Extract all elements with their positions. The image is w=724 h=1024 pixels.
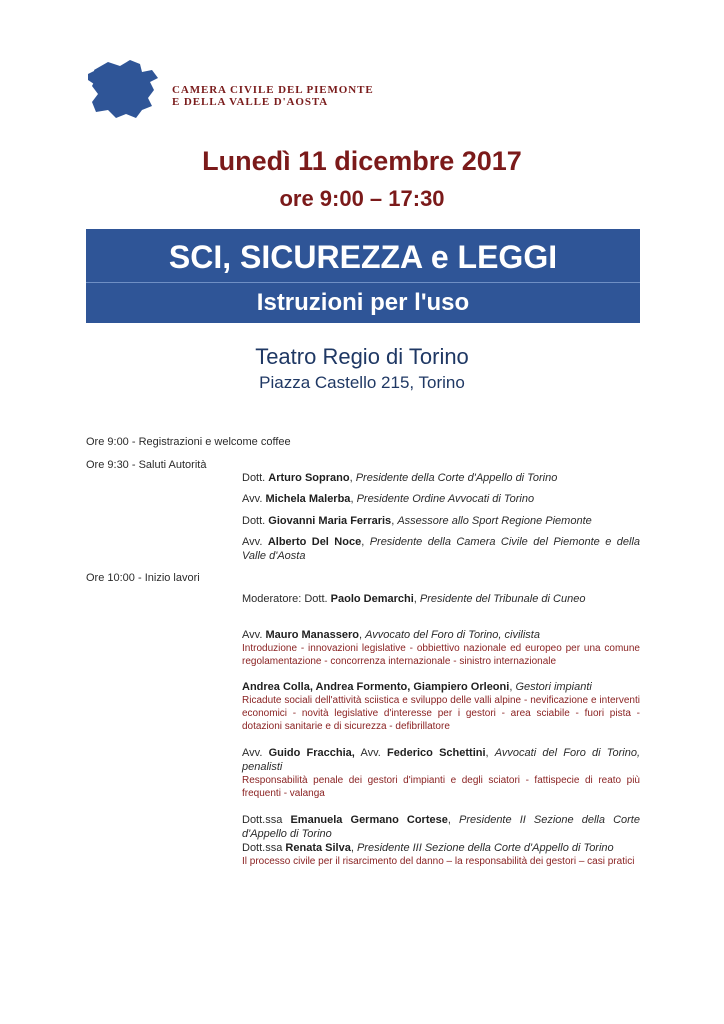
speaker-name: Federico Schettini (387, 747, 486, 759)
organization-logo (86, 56, 416, 122)
talk-entry: Avv. Mauro Manassero, Avvocato del Foro di Torino, civilista Introduzione - innovazioni legislative - obbiettivo nazionale ed europeo per una comune regolamentazione - concorrenza internazionale - sinistro internazionale (242, 629, 640, 667)
speaker-title: Dott.ssa (242, 814, 283, 826)
piemonte-map-icon (86, 56, 166, 122)
talk-topic: Il processo civile per il risarcimento del danno – la responsabilità dei gestori – casi pratici (242, 856, 635, 867)
speaker-role: Gestori impianti (515, 681, 592, 693)
talk-entry: Avv. Guido Fracchia, Avv. Federico Schettini, Avvocati del Foro di Torino, penalisti Responsabilità penale dei gestori d'impianti e degli sciatori - fattispecie di reato più frequenti - valanga (242, 747, 641, 799)
moderator-name: Paolo Demarchi (330, 593, 414, 605)
talk-entry: Dott.ssa Emanuela Germano Cortese, Presidente II Sezione della Corte d'Appello di Torino Dott.ssa Renata Silva, Presidente III Sezione della Corte d'Appello di Torino Il processo civile per il risarcimento del danno – la responsabilità dei gestori – casi pratici (242, 814, 640, 867)
speaker-name: Renata Silva (285, 842, 351, 854)
logo-line-2: E DELLA VALLE D'AOSTA (172, 96, 329, 108)
event-subtitle: Istruzioni per l'uso (256, 289, 470, 316)
moderator-prefix: Moderatore: Dott. (242, 593, 328, 605)
greeter-name: Michela Malerba (265, 493, 351, 505)
greeter-role: Assessore allo Sport Regione Piemonte (397, 515, 592, 527)
speaker-name: Emanuela Germano Cortese (290, 814, 448, 826)
banner-divider (86, 282, 640, 283)
event-time: ore 9:00 – 17:30 (279, 186, 445, 211)
speaker-title: Dott.ssa (242, 842, 283, 854)
slot-greetings: Ore 9:30 - Saluti Autorità (86, 459, 207, 471)
greeter-role: Presidente della Camera Civile del Piemonte e della Valle d'Aosta (242, 536, 640, 562)
greeter-entry: Avv. Alberto Del Noce, Presidente della Camera Civile del Piemonte e della Valle d'Aosta (242, 536, 640, 562)
logo-line-1: CAMERA CIVILE DEL PIEMONTE (172, 84, 374, 96)
speaker-title: Avv. (242, 747, 263, 759)
talk-topic: Ricadute sociali dell'attività sciistica e sviluppo delle valli alpine - nevificazione e interventi economici - novità legislative d'interesse per i gestori - area sciabile - fuori pista - dotazioni sanitarie e di sicurezza - defibrillatore (242, 695, 640, 732)
speaker-name: Guido Fracchia, (268, 747, 355, 759)
greeter-entry: Dott. Arturo Soprano, Presidente della Corte d'Appello di Torino (242, 472, 558, 484)
greeter-entry: Avv. Michela Malerba, Presidente Ordine Avvocati di Torino (242, 493, 535, 505)
greeter-name: Giovanni Maria Ferraris (268, 515, 392, 527)
greeter-entry: Dott. Giovanni Maria Ferraris, Assessore allo Sport Regione Piemonte (242, 515, 592, 527)
talk-entry: Andrea Colla, Andrea Formento, Giampiero Orleoni, Gestori impianti Ricadute sociali dell'attività sciistica e sviluppo delle valli alpine - nevificazione e interventi economici - novità legislative d'interesse per i gestori - area sciabile - fuori pista - dotazioni sanitarie e di sicurezza - defibrillatore (242, 681, 640, 732)
speaker-names: Andrea Colla, Andrea Formento, Giampiero Orleoni (242, 681, 510, 693)
speaker-role: Presidente III Sezione della Corte d'Appello di Torino (356, 842, 614, 854)
greeter-title: Dott. (242, 472, 266, 484)
title-banner (86, 229, 640, 323)
slot-registration: Ore 9:00 - Registrazioni e welcome coffee (86, 436, 291, 448)
speaker-name: Mauro Manassero (265, 629, 359, 641)
greeter-name: Alberto Del Noce (267, 536, 362, 548)
speaker-role: Avvocati del Foro di Torino, penalisti (242, 747, 641, 773)
speaker-title: Avv. (242, 629, 263, 641)
event-date: Lunedì 11 dicembre 2017 (202, 146, 522, 176)
talk-topic: Introduzione - innovazioni legislative - obbiettivo nazionale ed europeo per una comune regolamentazione - concorrenza internazionale - sinistro internazionale (242, 643, 640, 667)
greeter-title: Avv. (242, 493, 263, 505)
moderator-role: Presidente del Tribunale di Cuneo (419, 593, 586, 605)
talk-topic: Responsabilità penale dei gestori d'impianti e degli sciatori - fattispecie di reato più frequenti - valanga (242, 775, 640, 799)
speaker-title: Avv. (360, 747, 381, 759)
event-title: SCI, SICUREZZA e LEGGI (168, 239, 558, 275)
moderator-entry: Moderatore: Dott. Paolo Demarchi, Presidente del Tribunale di Cuneo (242, 593, 586, 605)
greeter-name: Arturo Soprano (268, 472, 350, 484)
greeter-role: Presidente Ordine Avvocati di Torino (356, 493, 535, 505)
greeter-title: Dott. (242, 515, 266, 527)
venue-address: Piazza Castello 215, Torino (259, 373, 465, 392)
speaker-role: Presidente II Sezione della Corte d'Appello di Torino (242, 814, 640, 840)
venue-name: Teatro Regio di Torino (255, 344, 469, 369)
slot-start: Ore 10:00 - Inizio lavori (86, 572, 200, 584)
greeter-role: Presidente della Corte d'Appello di Torino (355, 472, 558, 484)
greeter-title: Avv. (242, 536, 263, 548)
speaker-role: Avvocato del Foro di Torino, civilista (365, 629, 540, 641)
second-speaker-line: Dott.ssa Renata Silva, Presidente III Sezione della Corte d'Appello di Torino (242, 842, 614, 854)
